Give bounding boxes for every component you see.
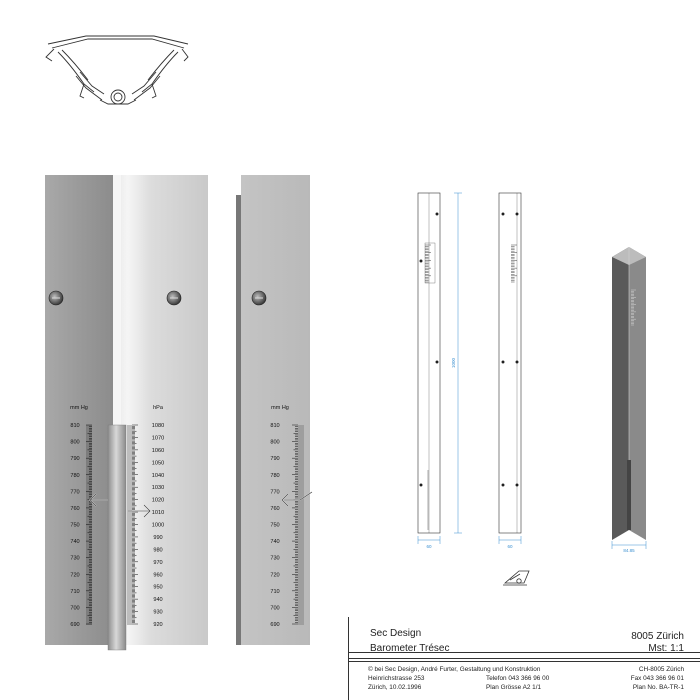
hpa-scale-label: 1010 <box>151 510 165 517</box>
mmhg-scale-label: 780 <box>70 472 80 479</box>
width-dimension-side: 60 <box>507 544 513 549</box>
copyright: © bei Sec Design, André Furter, Gestaltung und Konstruktion <box>368 666 541 673</box>
mmhg-scale-label: 690 <box>270 622 280 628</box>
width-dimension-iso: 84.85 <box>623 548 635 553</box>
hpa-scale-label: 1000 <box>151 522 165 529</box>
mmhg-scale-label: 780 <box>270 472 280 479</box>
profile-cross-section <box>46 36 188 104</box>
company-name: Sec Design <box>370 628 422 639</box>
hpa-scale-label: 990 <box>153 534 163 541</box>
mmhg-scale-label: 810 <box>70 423 80 429</box>
mmhg-unit-label: mm Hg <box>70 405 88 411</box>
hpa-scale-label: 960 <box>153 572 163 579</box>
hpa-scale-label: 1070 <box>151 435 165 442</box>
mmhg-scale-label: 790 <box>270 456 280 463</box>
hpa-scale-label: 940 <box>153 597 163 604</box>
product-name: Barometer Trésec <box>370 643 450 654</box>
mmhg-scale-label: 800 <box>270 439 280 446</box>
screw-icon <box>252 291 266 305</box>
mmhg-scale-label: 770 <box>70 489 80 496</box>
mmhg-scale-label: 730 <box>270 555 280 562</box>
mmhg-scale-label: 760 <box>70 505 80 512</box>
mmhg-scale-label: 750 <box>70 522 80 529</box>
side-elevation <box>499 193 521 544</box>
hpa-scale-label: 1020 <box>151 497 165 504</box>
hpa-scale-label: 1060 <box>151 447 165 454</box>
screw-icon <box>167 291 181 305</box>
section-symbol <box>503 571 529 585</box>
mmhg-scale-label: 720 <box>70 572 80 579</box>
width-dimension-front: 60 <box>426 544 432 549</box>
plan-number: Plan No. BA-TR-1 <box>632 684 684 691</box>
hpa-unit-label: hPa <box>153 405 163 411</box>
side-profile-detail <box>236 175 312 645</box>
mmhg-unit-label: mm Hg <box>271 405 289 411</box>
mmhg-scale-label: 710 <box>70 588 80 595</box>
mmhg-scale-label: 750 <box>270 522 280 529</box>
mmhg-scale-label: 800 <box>70 439 80 446</box>
hpa-scale-label: 950 <box>153 584 163 591</box>
hpa-scale-label: 1080 <box>151 423 165 429</box>
mmhg-scale-label: 810 <box>270 423 280 429</box>
hpa-scale-label: 1030 <box>151 485 165 492</box>
mmhg-scale-label: 720 <box>270 572 280 579</box>
mmhg-scale-label: 700 <box>70 605 80 612</box>
mmhg-scale-label: 730 <box>70 555 80 562</box>
date: Zürich, 10.02.1996 <box>368 684 422 691</box>
mmhg-scale-label: 690 <box>70 622 80 628</box>
hpa-scale-label: 1050 <box>151 460 165 467</box>
phone: Telefon 043 366 96 00 <box>486 675 550 682</box>
mmhg-scale-label: 710 <box>270 588 280 595</box>
hpa-scale-label: 1040 <box>151 472 165 479</box>
title-block <box>348 617 700 700</box>
mmhg-scale-label: 790 <box>70 456 80 463</box>
mmhg-scale-label: 700 <box>270 605 280 612</box>
postcode: CH-8005 Zürich <box>638 666 684 673</box>
drawing-scale: Mst: 1:1 <box>648 643 684 654</box>
mmhg-scale-label: 740 <box>270 539 280 546</box>
hpa-scale-label: 930 <box>153 609 163 616</box>
mmhg-scale-label: 740 <box>70 539 80 546</box>
hpa-scale-label: 970 <box>153 559 163 566</box>
hpa-scale-label: 920 <box>153 622 163 628</box>
plan-size: Plan Grösse A2 1/1 <box>486 684 542 691</box>
mmhg-scale-label: 760 <box>270 505 280 512</box>
street: Heinrichstrasse 253 <box>368 675 425 682</box>
corner-profile-detail <box>45 175 208 650</box>
mmhg-scale-label: 770 <box>270 489 280 496</box>
hpa-scale-label: 980 <box>153 547 163 554</box>
fax: Fax 043 366 96 01 <box>630 675 684 682</box>
city: 8005 Zürich <box>631 631 684 642</box>
height-dimension: 1000 <box>451 357 456 369</box>
screw-icon <box>49 291 63 305</box>
isometric-view <box>612 247 646 549</box>
